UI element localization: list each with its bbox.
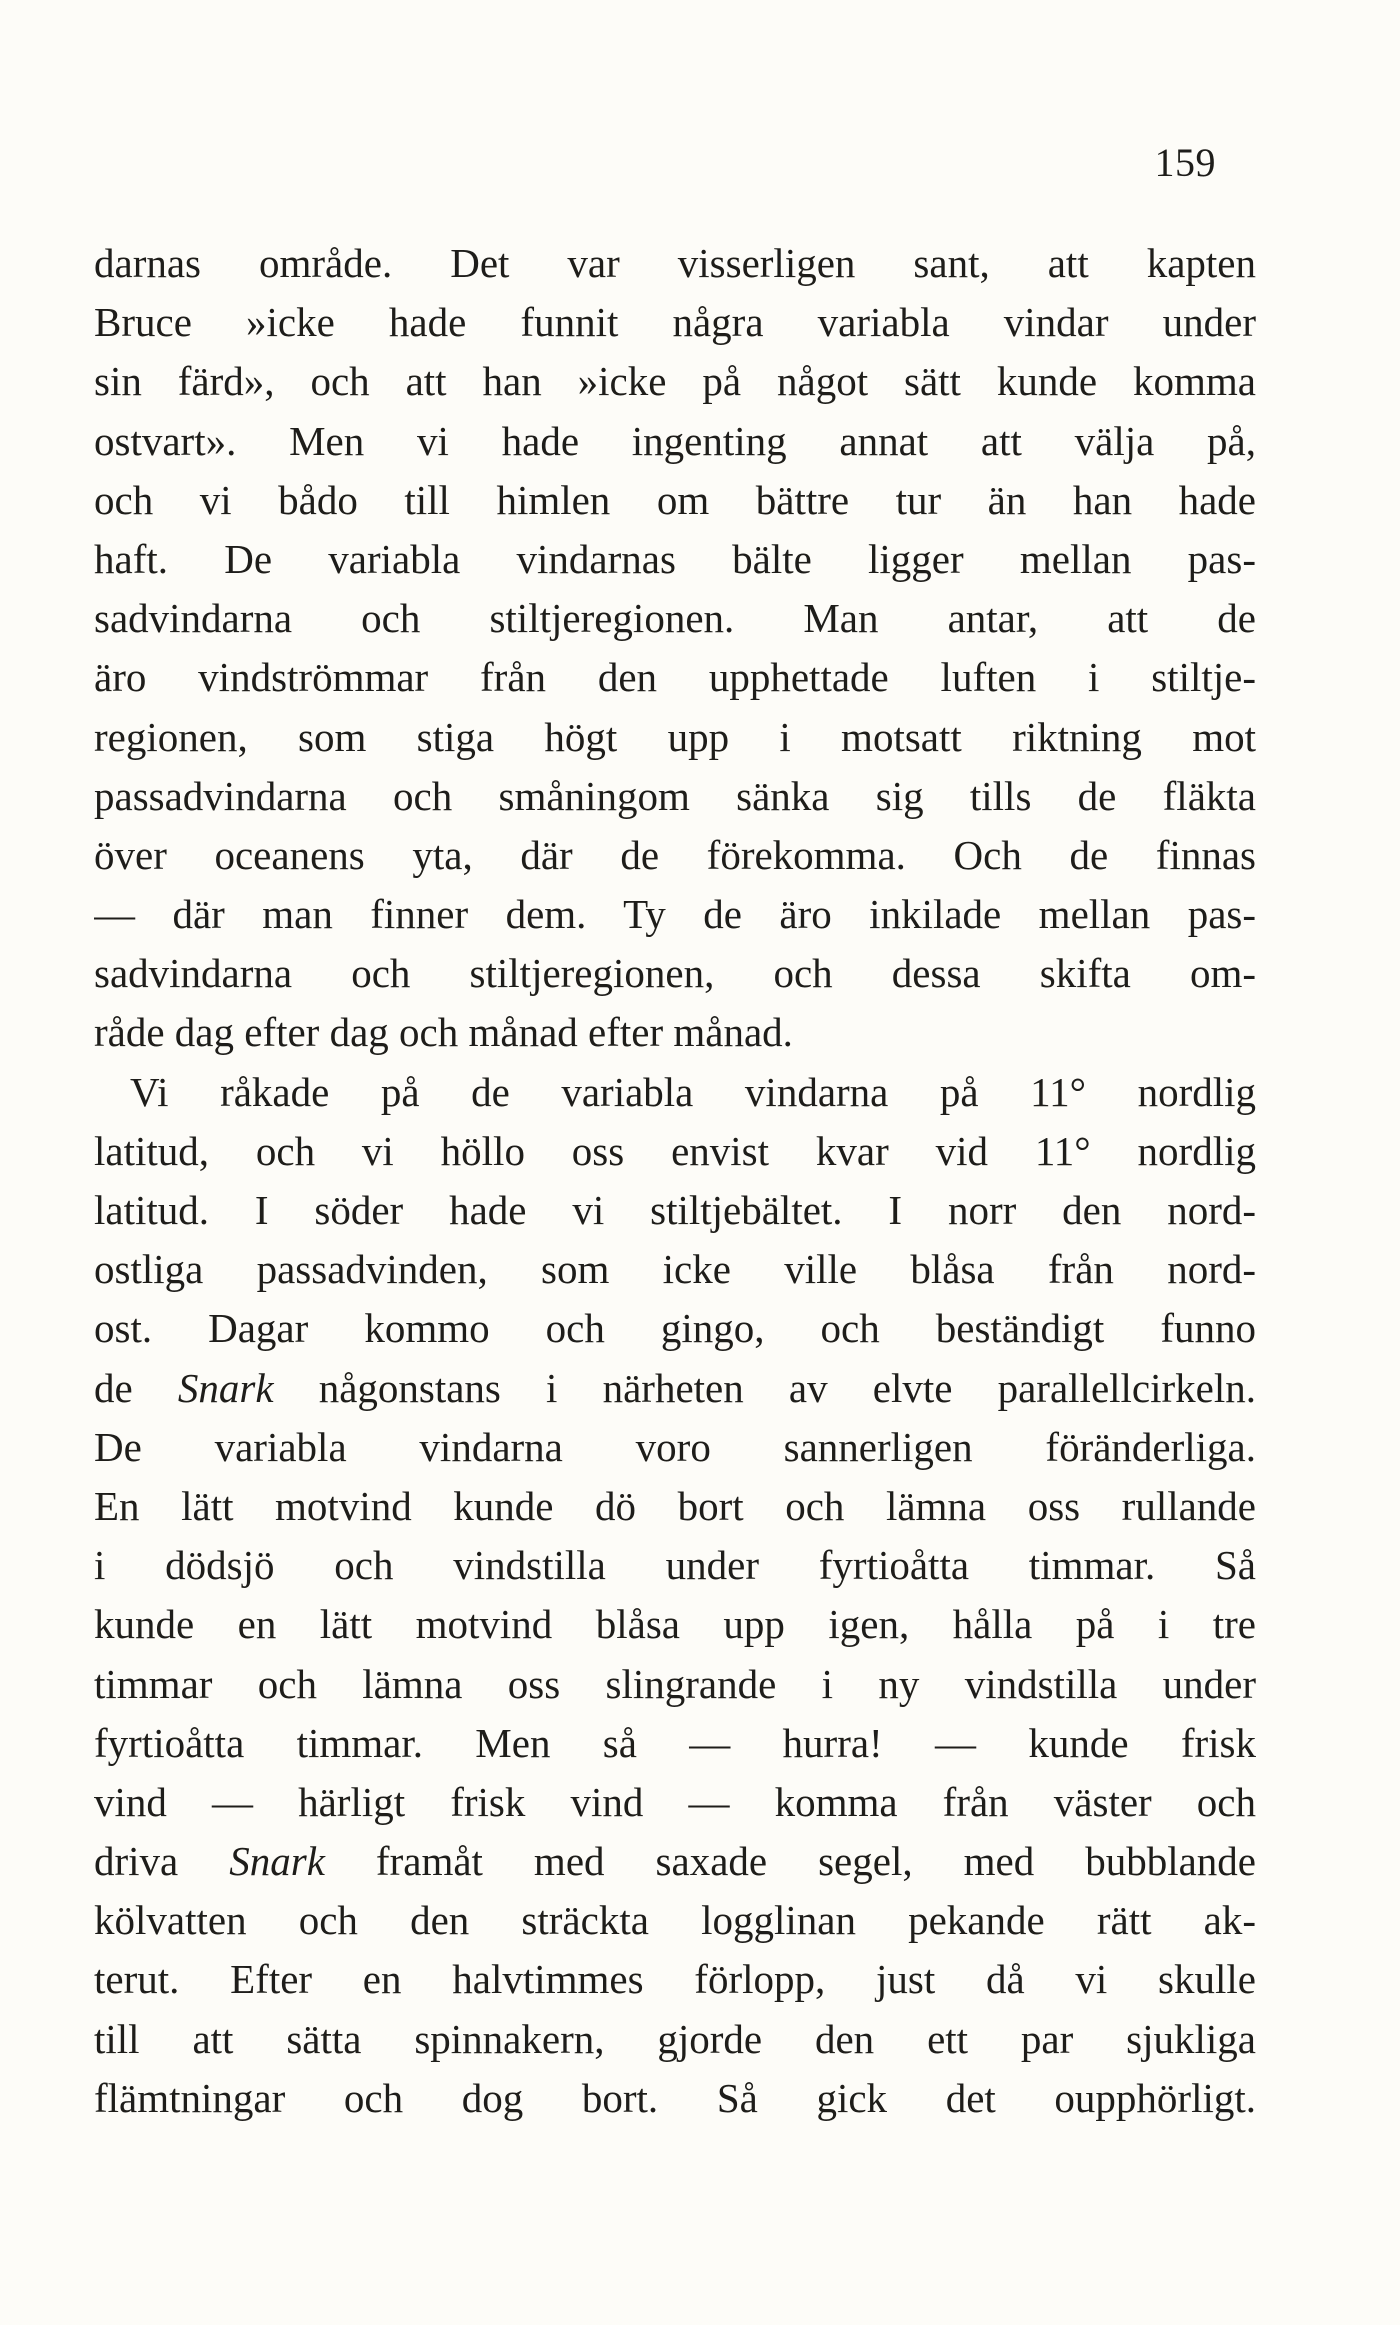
- text-line: äro vindströmmar från den upphettade luften i stiltje-: [94, 654, 1256, 701]
- text-line: kunde en lätt motvind blåsa upp igen, hålla på i tre: [94, 1601, 1256, 1648]
- text-segment: driva: [94, 1838, 230, 1885]
- text-line: sadvindarna och stiltjeregionen. Man antar, att de: [94, 595, 1256, 642]
- text-line: sin färd», och att han »icke på något sätt kunde komma: [94, 358, 1256, 405]
- text-line: ostvart». Men vi hade ingenting annat att välja på,: [94, 417, 1256, 464]
- text-line: passadvindarna och småningom sänka sig tills de fläkta: [94, 772, 1256, 819]
- text-line: — där man finner dem. Ty de äro inkilade mellan pas-: [94, 891, 1256, 938]
- ship-name: Snark: [177, 1364, 274, 1411]
- text-line: vind — härligt frisk vind — komma från väster och: [94, 1778, 1256, 1825]
- text-segment: framåt med saxade segel, med bubblande: [324, 1838, 1256, 1885]
- text-line: Vi råkade på de variabla vindarna på 11° nordlig: [130, 1068, 1256, 1115]
- text-line: och vi bådo till himlen om bättre tur än han hade: [94, 476, 1256, 523]
- text-line: [94, 1359, 1256, 1418]
- text-line: regionen, som stiga högt upp i motsatt riktning mot: [94, 713, 1256, 760]
- text-line: En lätt motvind kunde dö bort och lämna oss rullande: [94, 1482, 1256, 1529]
- text-line: ostliga passadvinden, som icke ville blåsa från nord-: [94, 1246, 1256, 1293]
- text-segment: någonstans i närheten av elvte parallellcirkeln.: [273, 1364, 1256, 1411]
- text-line: flämtningar och dog bort. Så gick det oupphörligt.: [94, 2074, 1256, 2121]
- text-line: kölvatten och den sträckta logglinan pekande rätt ak-: [94, 1897, 1256, 1944]
- page-number: 159: [1154, 140, 1216, 185]
- text-line: sadvindarna och stiltjeregionen, och dessa skifta om-: [94, 950, 1256, 997]
- text-line: latitud. I söder hade vi stiltjebältet. I norr den nord-: [94, 1187, 1256, 1233]
- text-line: latitud, och vi höllo oss envist kvar vid 11° nordlig: [94, 1127, 1256, 1174]
- body-text: [94, 234, 1256, 2128]
- text-line: råde dag efter dag och månad efter månad.: [94, 1009, 793, 1056]
- text-line: terut. Efter en halvtimmes förlopp, just då vi skulle: [94, 1956, 1256, 2003]
- text-line: haft. De variabla vindarnas bälte ligger mellan pas-: [94, 535, 1256, 582]
- text-segment: de: [94, 1364, 178, 1411]
- text-line: över oceanens yta, där de förekomma. Och de finnas: [94, 831, 1256, 878]
- text-line: ost. Dagar kommo och gingo, och beständigt funno: [94, 1305, 1256, 1352]
- text-line: [94, 1832, 1256, 1891]
- text-line: Bruce »icke hade funnit några variabla vindar under: [94, 299, 1256, 346]
- text-line: i dödsjö och vindstilla under fyrtioåtta timmar. Så: [94, 1542, 1256, 1589]
- text-line: fyrtioåtta timmar. Men så — hurra! — kunde frisk: [94, 1719, 1256, 1766]
- text-line: timmar och lämna oss slingrande i ny vindstilla under: [94, 1660, 1256, 1707]
- text-line: darnas område. Det var visserligen sant, att kapten: [94, 240, 1256, 286]
- text-line: till att sätta spinnakern, gjorde den ett par sjukliga: [94, 2015, 1256, 2062]
- text-line: De variabla vindarna voro sannerligen föränderliga.: [94, 1423, 1256, 1470]
- ship-name: Snark: [229, 1838, 325, 1885]
